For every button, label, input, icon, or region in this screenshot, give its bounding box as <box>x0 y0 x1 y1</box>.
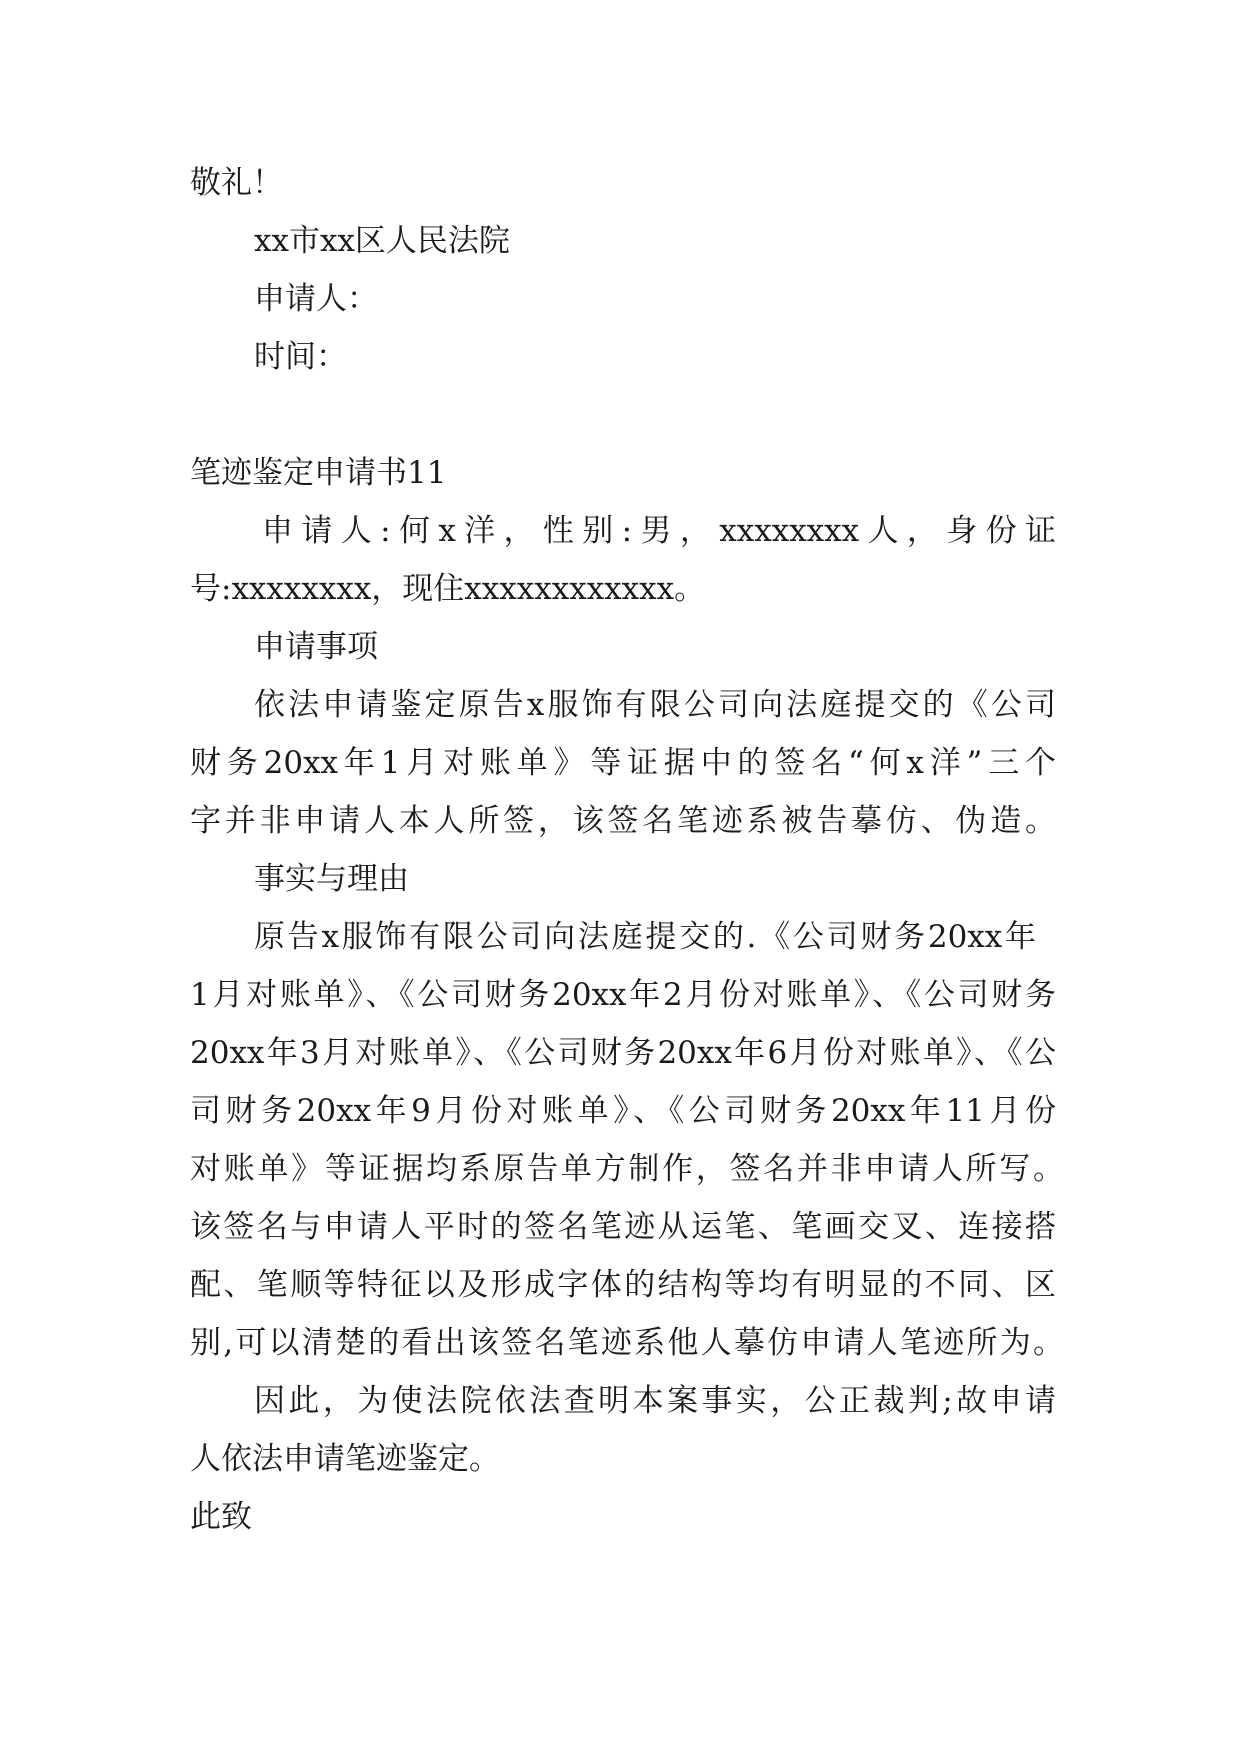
applicant-signature-label: 申请人： <box>254 281 378 317</box>
conclusion-paragraph-line: 因此，为使法院依法查明本案事实，公正裁判;故申请 <box>254 1383 1056 1419</box>
matters-paragraph-line: 字并非申请人本人所签，该签名笔迹系被告摹仿、伪造。 <box>190 803 1056 839</box>
section-heading-matters: 申请事项 <box>254 629 378 665</box>
facts-paragraph-line: 20xx年3月对账单》、《公司财务20xx年6月份对账单》、《公 <box>190 1035 1056 1071</box>
document-title: 笔迹鉴定申请书11 <box>190 455 447 491</box>
facts-paragraph-line: 对账单》等证据均系原告单方制作，签名并非申请人所写。 <box>190 1151 1064 1187</box>
facts-paragraph-line: 配、笔顺等特征以及形成字体的结构等均有明显的不同、区 <box>190 1267 1056 1303</box>
facts-paragraph-line: 该签名与申请人平时的签名笔迹从运笔、笔画交叉、连接搭 <box>190 1209 1056 1245</box>
facts-paragraph-line: 别,可以清楚的看出该签名笔迹系他人摹仿申请人笔迹所为。 <box>190 1325 1064 1361</box>
closing-salute: 敬礼！ <box>190 165 283 201</box>
time-label: 时间： <box>254 339 347 375</box>
court-name: xx市xx区人民法院 <box>254 223 510 259</box>
section-heading-facts: 事实与理由 <box>254 861 409 897</box>
conclusion-paragraph-line: 人依法申请笔迹鉴定。 <box>190 1441 500 1477</box>
matters-paragraph-line: 财务20xx年1月对账单》等证据中的签名“何x洋”三个 <box>190 745 1056 781</box>
facts-paragraph-line: 司财务20xx年9月份对账单》、《公司财务20xx年11月份 <box>190 1093 1056 1129</box>
closing-prefix: 此致 <box>190 1499 252 1535</box>
applicant-info-line: 申请人:何x洋，性别:男，xxxxxxxx人，身份证 <box>262 513 1056 549</box>
applicant-info-line: 号:xxxxxxxx，现住xxxxxxxxxxxx。 <box>190 571 706 607</box>
facts-paragraph-line: 1月对账单》、《公司财务20xx年2月份对账单》、《公司财务 <box>190 977 1056 1013</box>
matters-paragraph-line: 依法申请鉴定原告x服饰有限公司向法庭提交的《公司 <box>254 687 1056 723</box>
facts-paragraph-line: 原告x服饰有限公司向法庭提交的.《公司财务20xx年 <box>254 919 1036 955</box>
